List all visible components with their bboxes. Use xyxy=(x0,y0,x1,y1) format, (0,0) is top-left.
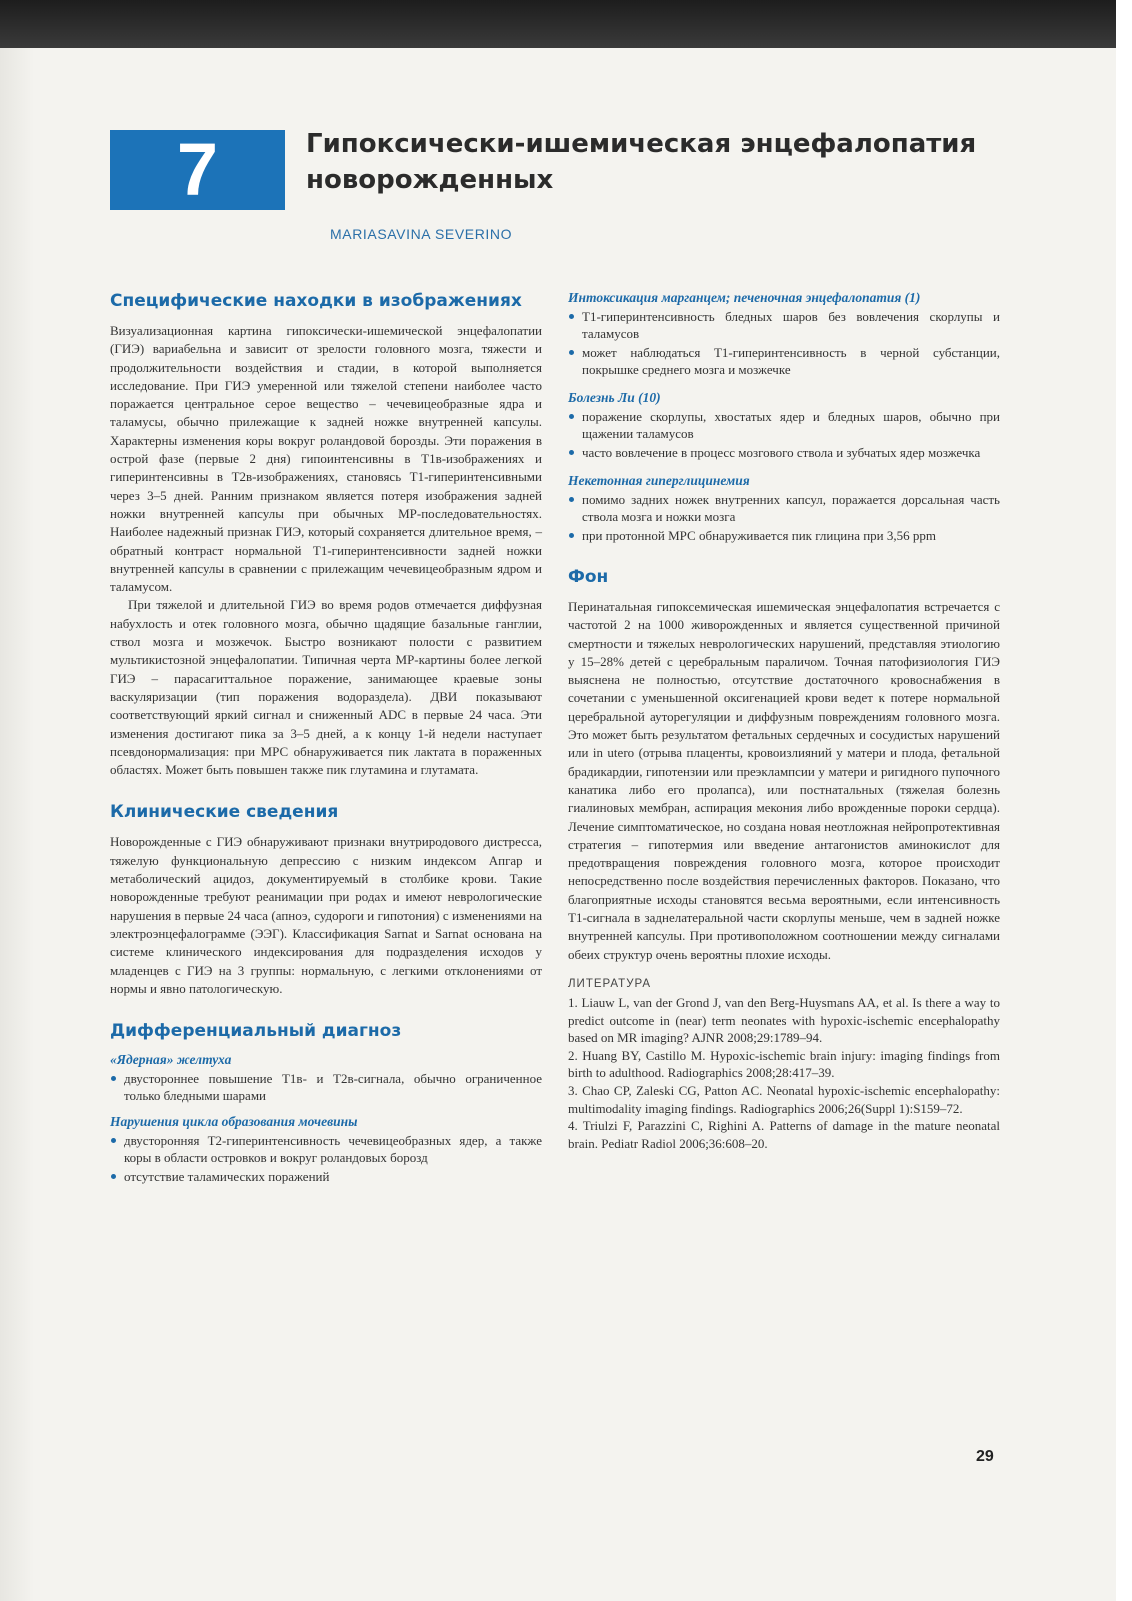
list-item: помимо задних ножек внутренних капсул, поражается дорсальная часть ствола мозга и ножки мозга xyxy=(568,491,1000,525)
reference-item: 4. Triulzi F, Parazzini C, Righini A. Patterns of damage in the mature neonatal brain. Pediatr Radiol 2006;36:608–20. xyxy=(568,1118,1000,1151)
imaging-paragraph-2: При тяжелой и длительной ГИЭ во время родов отмечается диффузная набухлость и отек головного мозга, обычно щадящие базальные ганглии, ствол мозга и мозжечок. Быстро возникают полости с развитием мультикистозной энцефалопатии. Типичная черта МР-картины более легкой ГИЭ – парасагиттальное поражение, занимающее краевые зоны васкуляризации (тип поражения водораздела). ДВИ показывают соответствующий яркий сигнал и сниженный ADC в первые 24 часа. Эти изменения достигают пика за 3–5 дней, а к концу 1-й недели наступает псевдонормализация: при МРС обнаруживается пик лактата в пораженных областях. Может быть повышен также пик глутамина и глутамата. xyxy=(110,597,542,778)
list-item: может наблюдаться Т1-гиперинтенсивность в черной субстанции, покрышке среднего мозга и мозжечке xyxy=(568,344,1000,378)
imaging-paragraph-1: Визуализационная картина гипоксически-ишемической энцефалопатии (ГИЭ) вариабельна и зависит от зрелости головного мозга, тяжести и продолжительности воздействия и стадии, в которой выполняется исследование. При ГИЭ умеренной или тяжелой степени наиболее часто поражается центральное серое вещество – чечевицеобразные ядра и таламусы, обычно прилежащие к задней ножке внутренней капсулы. Характерны изменения коры вокруг роландовой борозды. Эти поражения в острой фазе (первые 2 дня) гипоинтенсивны в Т1в-изображениях и гиперинтенсивны в Т2в-изображениях, становясь Т1-гиперинтенсивными через 3–5 дней. Ранним признаком является потеря изображения задней ножки внутренней капсулы при обычных МР-последовательностях. Наиболее надежный признак ГИЭ, который сохраняется длительное время, – обратный контраст нормальной Т1-гиперинтенсивности задней ножки внутренней капсулы в сравнении с прилежащим чечевицеобразным ядром и таламусом. xyxy=(110,323,542,595)
reference-item: 1. Liauw L, van der Grond J, van den Berg-Huysmans AA, et al. Is there a way to predict outcome in (near) term neonates with hypoxic-ischemic encephalopathy based on MR imaging? AJNR 2008;29:1789–94. xyxy=(568,994,1000,1046)
chapter-number-badge: 7 xyxy=(110,130,285,210)
scan-top-border xyxy=(0,0,1132,48)
dd-leigh-title: Болезнь Ли (10) xyxy=(568,390,661,405)
section-heading-imaging: Специфические находки в изображениях xyxy=(110,291,522,311)
references-heading: ЛИТЕРАТУРА xyxy=(568,977,652,990)
chapter-author: MARIASAVINA SEVERINO xyxy=(330,226,513,242)
section-heading-background: Фон xyxy=(568,567,609,587)
dd-urea-cycle-title: Нарушения цикла образования мочевины xyxy=(110,1114,358,1130)
dd-kernicterus-title: «Ядерная» желтуха xyxy=(110,1052,232,1068)
list-item: поражение скорлупы, хвостатых ядер и бледных шаров, обычно при щажении таламусов xyxy=(568,408,1000,442)
section-heading-differential: Дифференциальный диагноз xyxy=(110,1021,402,1042)
dd-manganese-list xyxy=(568,308,1000,378)
list-item: отсутствие таламических поражений xyxy=(110,1168,542,1185)
section-heading-clinical: Клинические сведения xyxy=(110,802,339,823)
right-column xyxy=(568,290,1000,1152)
background-paragraph: Перинатальная гипоксемическая ишемическая энцефалопатия встречается с частотой 2 на 1000 живорожденных и является существенной причиной смертности и тяжелых неврологических нарушений, представляя этиологию у 15–28% детей с церебральным параличом. Точная патофизиология ГИЭ выяснена не полностью, отсутствие достаточного кровоснабжения в сочетании с уменьшенной оксигенацией крови ведет к потере нормальной церебральной ауторегуляции и диффузным повреждениям головного мозга. Это может быть результатом фетальных сердечных и сосудистых нарушений или in utero (отрыва плаценты, кровоизлияний у матери и плода, фетальной брадикардии, гипотензии или преэклампсии у матери и ригидного пупочного канатика либо его пролапса), или постнатальных (тяжелая болезнь гиалиновых мембран, аспирация мекония либо врожденные пороки сердца). Лечение симптоматическое, но создана новая неотложная нейропротективная стратегия – гипотермия или введение антагонистов аминокислот для предотвращения повреждения головного мозга, которое происходит непосредственно после воздействия перечисленных факторов. Показано, что благоприятные исходы становятся весьма вероятными, если интенсивность Т1-сигнала в заднелатеральной части скорлупы меньше, чем в задней ножке внутренней капсулы. При противоположном соотношении между сигналами обеих структур очень вероятны плохие исходы. xyxy=(568,599,1000,962)
list-item: часто вовлечение в процесс мозгового ствола и зубчатых ядер мозжечка xyxy=(568,444,1000,461)
dd-manganese-title: Интоксикация марганцем; печеночная энцефалопатия (1) xyxy=(568,290,921,305)
dd-urea-cycle-list xyxy=(110,1132,542,1185)
scan-right-border xyxy=(1116,0,1132,1601)
page-binding-shadow xyxy=(0,48,34,1601)
left-column xyxy=(110,290,542,1187)
page-number: 29 xyxy=(976,1448,994,1465)
list-item: при протонной МРС обнаруживается пик глицина при 3,56 ppm xyxy=(568,527,1000,544)
dd-kernicterus-list xyxy=(110,1070,542,1104)
dd-nkh-title: Некетонная гиперглицинемия xyxy=(568,473,750,488)
reference-item: 2. Huang BY, Castillo M. Hypoxic-ischemic brain injury: imaging findings from birth to adulthood. Radiographics 2008;28:417–39. xyxy=(568,1047,1000,1081)
reference-item: 3. Chao CP, Zaleski CG, Patton AC. Neonatal hypoxic-ischemic encephalopathy: multimodality imaging findings. Radiographics 2006;26(Suppl 1):S159–72. xyxy=(568,1082,1000,1116)
list-item: Т1-гиперинтенсивность бледных шаров без вовлечения скорлупы и таламусов xyxy=(568,308,1000,342)
dd-nkh-list xyxy=(568,491,1000,544)
chapter-title: Гипоксически-ишемическая энцефалопатия новорожденных xyxy=(306,129,977,195)
list-item: двусторонняя Т2-гиперинтенсивность чечевицеобразных ядер, а также коры в области островков и вокруг роландовых борозд xyxy=(110,1132,542,1166)
list-item: двустороннее повышение Т1в- и Т2в-сигнала, обычно ограниченное только бледными шарами xyxy=(110,1070,542,1104)
dd-leigh-list xyxy=(568,408,1000,461)
clinical-paragraph: Новорожденные с ГИЭ обнаруживают признаки внутриродового дистресса, тяжелую функциональную депрессию с низким индексом Апгар и метаболический ацидоз, документируемый в столбике крови. Такие новорожденные требуют реанимации при родах и имеют неврологические нарушения в первые 24 часа (апноэ, судороги и гипотония) с изменениями на электроэнцефалограмме (ЭЭГ). Классификация Sarnat и Sarnat основана на системе клинического индексирования для подразделения исходов у младенцев с ГИЭ на 3 группы: нормальную, с легкими отклонениями от нормы и явно патологическую. xyxy=(110,834,542,996)
